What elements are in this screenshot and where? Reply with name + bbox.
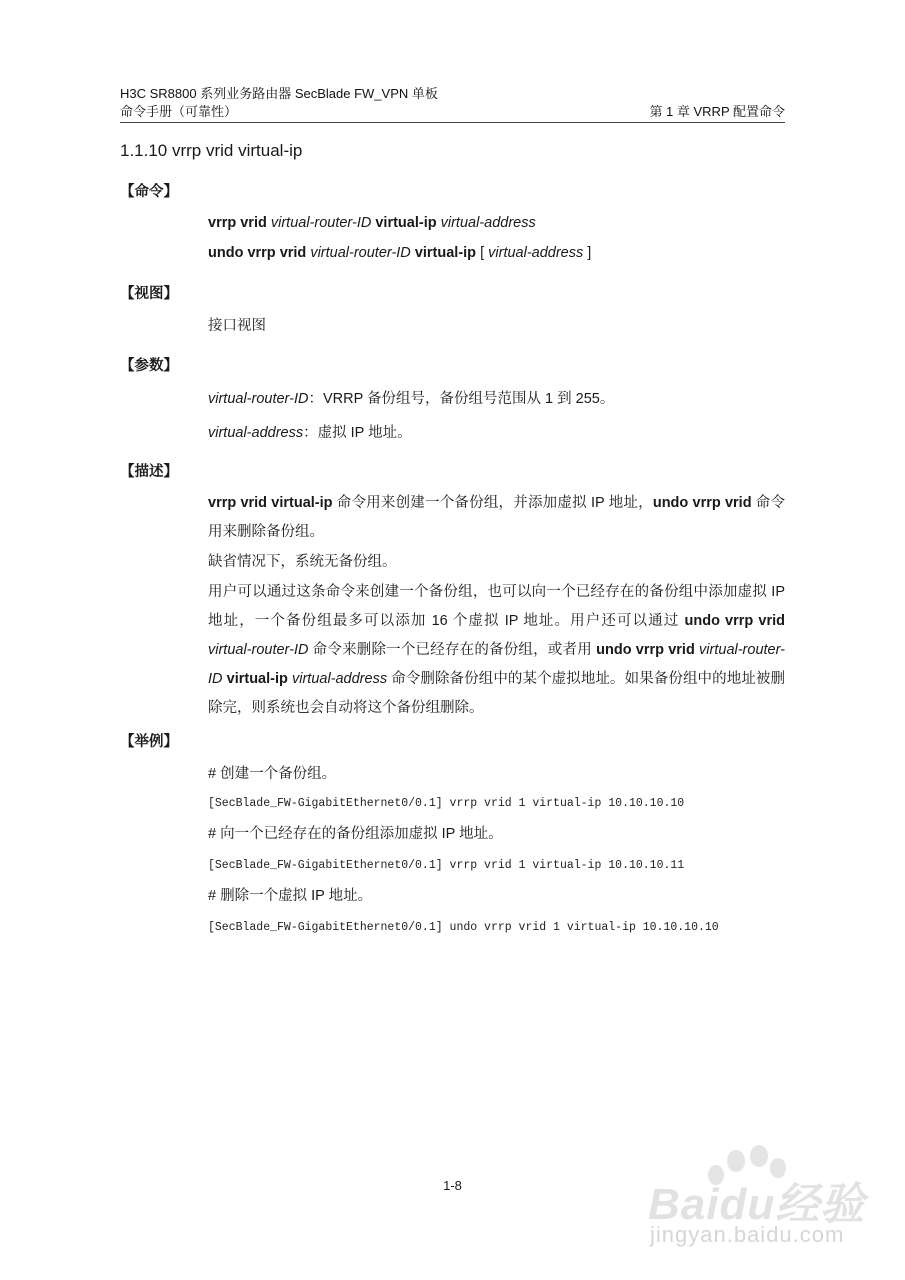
example-comment: # 创建一个备份组。 (208, 766, 337, 782)
watermark-url: jingyan.baidu.com (650, 1222, 845, 1247)
example-comment: # 删除一个虚拟 IP 地址。 (208, 888, 373, 904)
label-view: 【视图】 (120, 286, 178, 302)
example-comment: # 向一个已经存在的备份组添加虚拟 IP 地址。 (208, 826, 503, 842)
command-line-1 (208, 213, 536, 233)
page-number: 1-8 (443, 1178, 462, 1193)
param-name: virtual-router-ID (208, 391, 309, 407)
header-rule (120, 122, 785, 123)
label-example: 【举例】 (120, 734, 178, 750)
desc-keyword: undo vrrp vrid (684, 613, 785, 629)
label-params: 【参数】 (120, 358, 178, 374)
desc-text: 命令用来删除备份组。 (208, 495, 785, 540)
command-arg: virtual-address (440, 215, 536, 231)
param-2 (208, 423, 412, 443)
header-title: H3C SR8800 系列业务路由器 SecBlade FW_VPN 单板 (120, 86, 438, 101)
command-arg: virtual-address (488, 245, 584, 261)
command-keyword: virtual-ip (414, 245, 477, 261)
command-arg: virtual-router-ID (270, 215, 372, 231)
bracket-open: [ (480, 245, 485, 261)
example-code: [SecBlade_FW-GigabitEthernet0/0.1] vrrp vrid 1 virtual-ip 10.10.10.11 (208, 859, 685, 872)
description-para-3 (208, 578, 785, 723)
description-para-1 (208, 489, 785, 547)
label-description: 【描述】 (120, 464, 178, 480)
command-keyword: vrrp vrid (208, 215, 267, 231)
param-desc: ：VRRP 备份组号，备份组号范围从 1 到 255。 (308, 391, 615, 407)
example-code: [SecBlade_FW-GigabitEthernet0/0.1] undo vrrp vrid 1 virtual-ip 10.10.10.10 (208, 921, 719, 934)
header-subtitle: 命令手册（可靠性） (120, 104, 238, 119)
command-arg: virtual-router-ID (310, 245, 411, 261)
desc-arg: virtual-router-ID (208, 642, 309, 658)
desc-keyword: undo vrrp vrid (652, 495, 752, 511)
desc-arg: virtual-address (291, 671, 388, 687)
bracket-close: ] (587, 245, 592, 261)
desc-keyword: undo vrrp vrid (596, 642, 695, 658)
param-desc: ：虚拟 IP 地址。 (303, 425, 412, 441)
desc-arg: virtual-router-ID (208, 642, 785, 687)
desc-text: 命令用来创建一个备份组，并添加虚拟 IP 地址， (332, 495, 653, 511)
desc-keyword: virtual-ip (226, 671, 288, 687)
desc-text: 用户可以通过这条命令来创建一个备份组，也可以向一个已经存在的备份组中添加虚拟 IP 地址，一个备份组最多可以添加 16 个虚拟 IP 地址。用户还可以通过 (208, 584, 785, 629)
command-keyword: virtual-ip (375, 215, 437, 231)
command-keyword: undo vrrp vrid (208, 245, 307, 261)
description-para-2: 缺省情况下，系统无备份组。 (208, 554, 397, 570)
desc-text: 命令删除备份组中的某个虚拟地址。如果备份组中的地址被删除完，则系统也会自动将这个备份组删除。 (208, 671, 786, 716)
example-code: [SecBlade_FW-GigabitEthernet0/0.1] vrrp vrid 1 virtual-ip 10.10.10.10 (208, 797, 685, 810)
param-1 (208, 389, 614, 409)
desc-keyword: vrrp vrid virtual-ip (208, 495, 333, 511)
header-chapter: 第 1 章 VRRP 配置命令 (649, 104, 785, 119)
desc-text: 命令来删除一个已经存在的备份组，或者用 (308, 642, 597, 658)
command-line-2 (208, 243, 591, 263)
label-command: 【命令】 (120, 184, 178, 200)
watermark-brand: Baidu经验 (648, 1180, 866, 1229)
section-title: 1.1.10 vrrp vrid virtual-ip (120, 141, 303, 160)
view-text: 接口视图 (208, 318, 266, 334)
param-name: virtual-address (208, 425, 304, 441)
